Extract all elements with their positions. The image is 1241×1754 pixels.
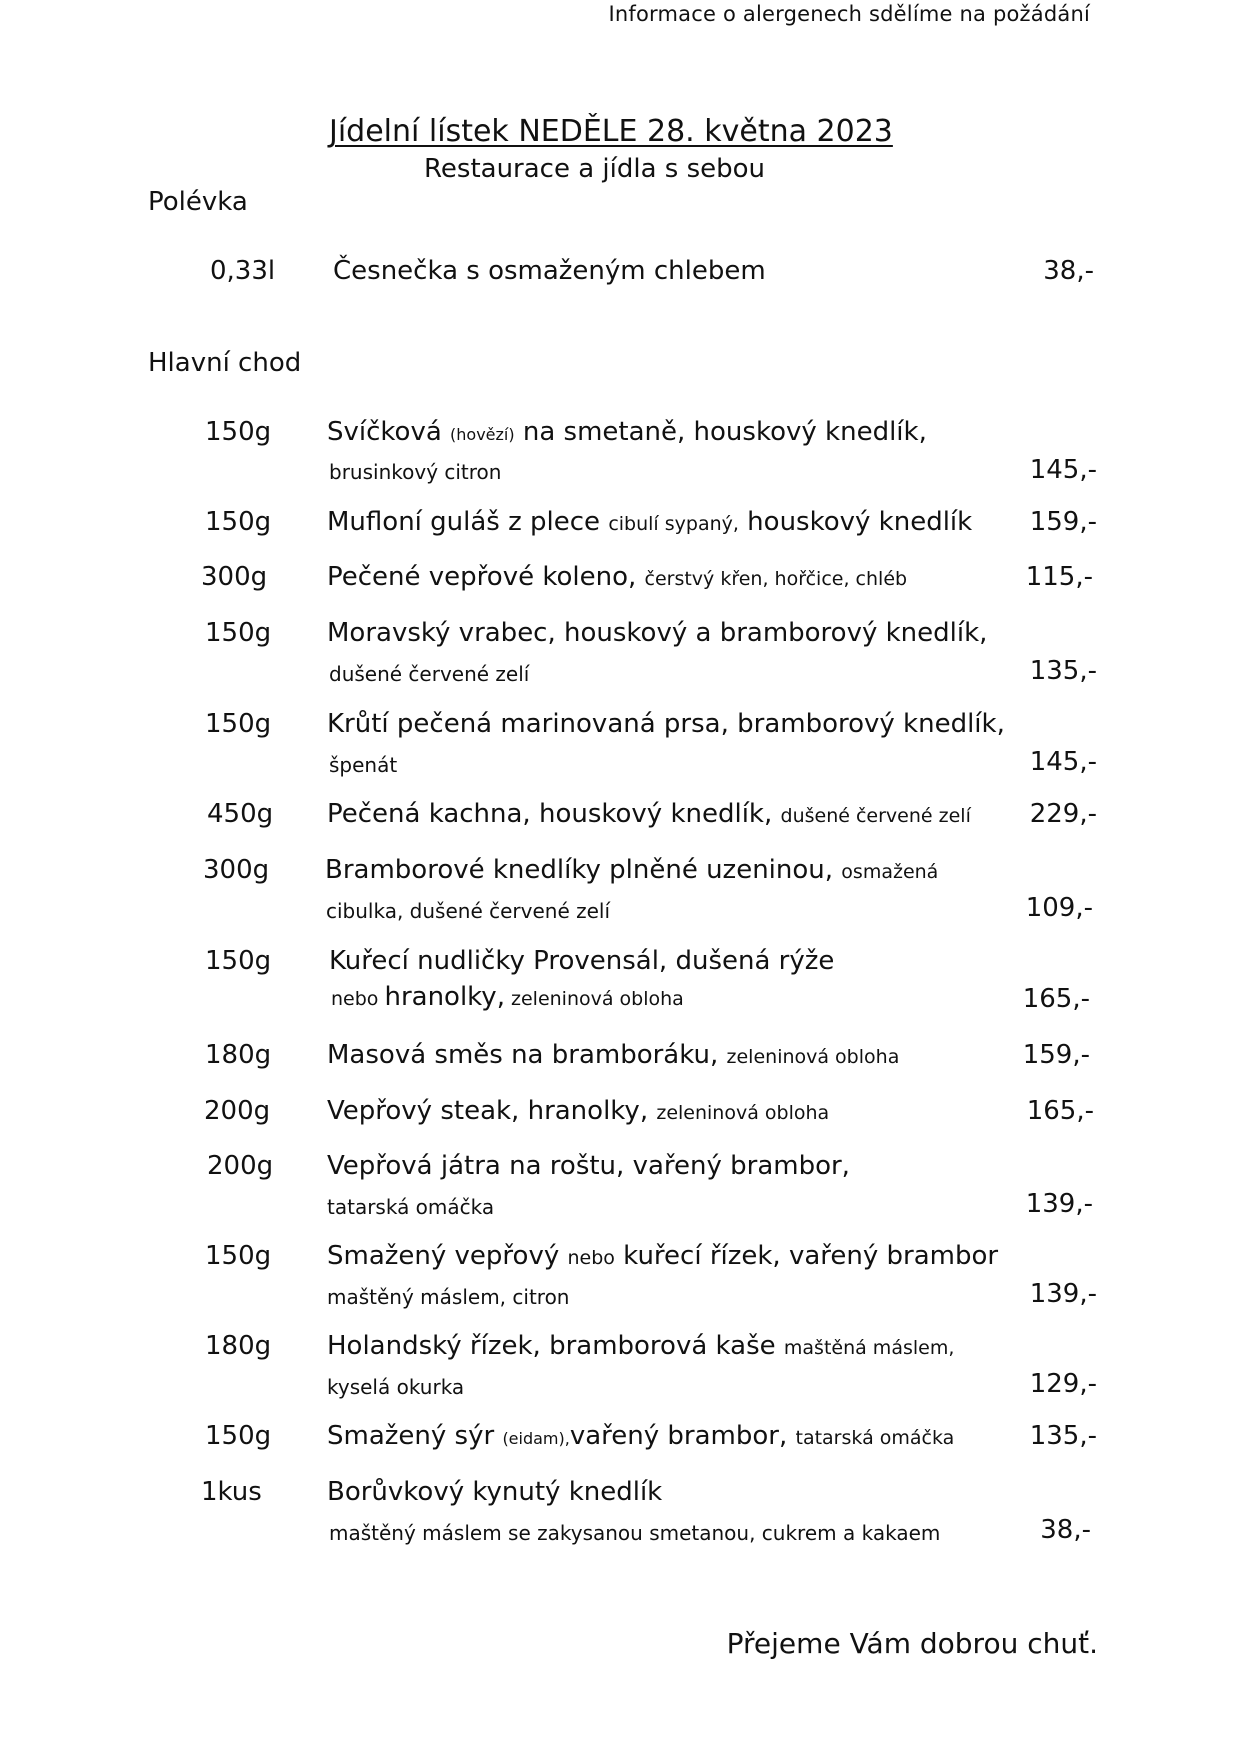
item-name: Vepřová játra na roštu, vařený brambor,: [327, 1151, 850, 1181]
item-quantity: 150g: [205, 618, 272, 648]
item-price: 145,-: [1029, 455, 1097, 485]
allergen-note: Informace o alergenech sdělíme na požádání: [608, 2, 1090, 26]
item-price: 165,-: [1026, 1096, 1094, 1126]
item-name: Holandský řízek, bramborová kaše maštěná máslem,: [327, 1331, 955, 1361]
main-course-heading: Hlavní chod: [148, 348, 302, 378]
item-name: Vepřový steak, hranolky, zeleninová obloha: [327, 1096, 830, 1126]
item-price: 115,-: [1025, 562, 1093, 592]
item-name: Česnečka s osmaženým chlebem: [333, 256, 766, 286]
item-name: Smažený vepřový nebo kuřecí řízek, vařený brambor: [327, 1241, 999, 1271]
item-price: 109,-: [1025, 893, 1093, 923]
item-name: Kuřecí nudličky Provensál, dušená rýže: [329, 946, 835, 976]
item-price: 139,-: [1025, 1189, 1093, 1219]
item-quantity: 300g: [203, 855, 270, 885]
menu-title: Jídelní lístek NEDĚLE 28. května 2023: [329, 114, 893, 149]
item-quantity: 150g: [205, 417, 272, 447]
item-name: Krůtí pečená marinovaná prsa, bramborový knedlík,: [327, 709, 1005, 739]
item-note: maštěný máslem, citron: [327, 1285, 570, 1309]
item-price: 129,-: [1029, 1369, 1097, 1399]
item-name: Smažený sýr (eidam),vařený brambor, tatarská omáčka: [327, 1421, 955, 1451]
item-quantity: 150g: [205, 1421, 272, 1451]
item-name: Moravský vrabec, houskový a bramborový knedlík,: [327, 618, 988, 648]
item-note: dušené červené zelí: [329, 662, 530, 686]
item-price: 38,-: [1040, 1515, 1091, 1545]
item-quantity: 450g: [207, 799, 274, 829]
item-name: Pečená kachna, houskový knedlík, dušené červené zelí: [327, 799, 971, 829]
item-note: tatarská omáčka: [327, 1195, 495, 1219]
item-name: Borůvkový kynutý knedlík: [327, 1477, 663, 1507]
item-price: 159,-: [1022, 1040, 1090, 1070]
item-price: 139,-: [1029, 1279, 1097, 1309]
soup-heading: Polévka: [148, 187, 248, 217]
item-quantity: 0,33l: [210, 256, 276, 286]
item-name: Masová směs na bramboráku, zeleninová obloha: [327, 1040, 900, 1070]
item-quantity: 180g: [205, 1040, 272, 1070]
item-note: brusinkový citron: [329, 460, 502, 484]
item-quantity: 150g: [205, 1241, 272, 1271]
item-price: 135,-: [1029, 656, 1097, 686]
item-name: Svíčková (hovězí) na smetaně, houskový knedlík,: [327, 417, 927, 447]
item-name: Pečené vepřové koleno, čerstvý křen, hořčice, chléb: [327, 562, 908, 592]
item-note: maštěný máslem se zakysanou smetanou, cukrem a kakaem: [329, 1521, 941, 1545]
item-quantity: 150g: [205, 946, 272, 976]
item-price: 145,-: [1029, 747, 1097, 777]
item-name: Bramborové knedlíky plněné uzeninou, osmažená: [325, 855, 939, 885]
item-quantity: 150g: [205, 709, 272, 739]
item-quantity: 180g: [205, 1331, 272, 1361]
menu-subtitle: Restaurace a jídla s sebou: [424, 154, 766, 184]
closing-wish: Přejeme Vám dobrou chuť.: [726, 1627, 1098, 1660]
item-quantity: 150g: [205, 507, 272, 537]
item-note: cibulka, dušené červené zelí: [326, 899, 611, 923]
item-price: 229,-: [1029, 799, 1097, 829]
item-price: 38,-: [1043, 256, 1094, 286]
item-note: nebo hranolky, zeleninová obloha: [331, 982, 684, 1012]
item-quantity: 300g: [201, 562, 268, 592]
item-quantity: 1kus: [201, 1477, 262, 1507]
item-price: 159,-: [1029, 507, 1097, 537]
item-quantity: 200g: [207, 1151, 274, 1181]
item-note: špenát: [329, 753, 398, 777]
item-name: Mufloní guláš z plece cibulí sypaný, houskový knedlík: [327, 507, 973, 537]
item-note: kyselá okurka: [327, 1375, 465, 1399]
item-price: 165,-: [1022, 984, 1090, 1014]
item-price: 135,-: [1029, 1421, 1097, 1451]
item-quantity: 200g: [204, 1096, 271, 1126]
